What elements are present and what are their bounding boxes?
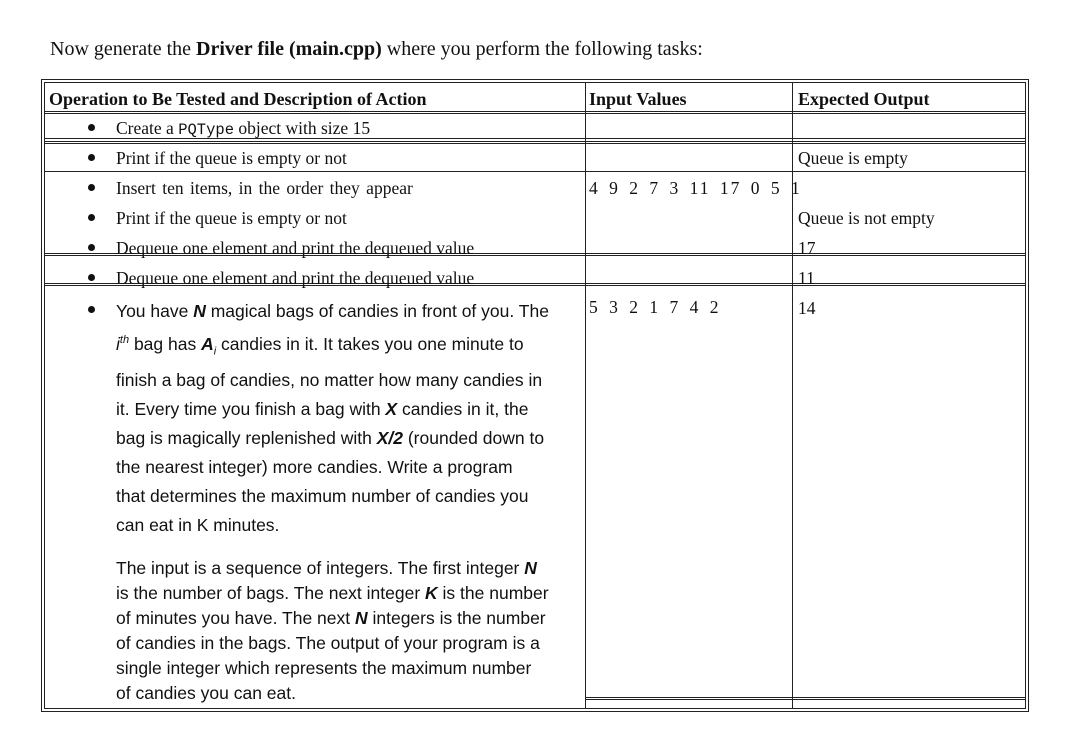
expected-output: Queue is not empty [798, 208, 935, 228]
problem-description [116, 297, 549, 540]
bullet-icon [88, 244, 95, 251]
text: (rounded down to [402, 428, 545, 449]
header-input-values: Input Values [589, 89, 687, 109]
text: is the number of bags. The next integer [116, 583, 426, 603]
superscript-th: th [119, 334, 130, 346]
bullet-icon [88, 306, 95, 313]
operation-create [116, 118, 370, 139]
code-pqtype: PQType [178, 121, 234, 139]
test-table [44, 82, 1026, 709]
operation-text: Print if the queue is empty or not [116, 148, 347, 168]
intro-bold: Driver file (main.cpp) [196, 38, 382, 60]
problem-line: that determines the maximum number of candies you [116, 486, 529, 507]
var-x-half: X/2 [376, 428, 403, 449]
text: is the number [437, 583, 549, 603]
text: bag is magically replenished with [116, 428, 377, 449]
subscript-i: i [213, 345, 217, 358]
bullet-icon [88, 214, 95, 221]
text: magical bags of candies in front of you. The [205, 301, 549, 321]
text: integers is the number [367, 608, 546, 628]
problem-line: finish a bag of candies, no matter how many candies in [116, 370, 543, 391]
text: of minutes you have. The next [116, 608, 355, 628]
column-divider [792, 83, 793, 708]
intro-prefix: Now generate the [50, 38, 197, 60]
problem-line: of candies you can eat. [116, 683, 296, 703]
var-x: X [385, 399, 398, 420]
intro-suffix: where you perform the following tasks: [381, 38, 703, 60]
operation-text: Insert ten items, in the order they appear [116, 178, 413, 198]
var-n: N [354, 608, 368, 628]
header-expected-output: Expected Output [798, 89, 930, 109]
row-separator [45, 141, 1025, 144]
operation-text: Dequeue one element and print the dequeued value [116, 238, 475, 258]
bullet-icon [88, 274, 95, 281]
text: You have [116, 301, 194, 321]
intro-text [50, 38, 703, 61]
text: candies in it, the [397, 399, 529, 420]
expected-output: 14 [798, 298, 816, 318]
operation-text: Dequeue one element and print the dequeued value [116, 268, 475, 288]
text: it. Every time you finish a bag with [116, 399, 386, 420]
input-values: 5 3 2 1 7 4 2 [589, 297, 721, 317]
problem-line [116, 297, 549, 326]
text: The input is a sequence of integers. The first integer [116, 558, 525, 578]
bullet-icon [88, 124, 95, 131]
op-text: object with size 15 [234, 118, 371, 138]
text: candies in it. It takes you one minute to [216, 333, 524, 354]
header-separator [45, 111, 1025, 114]
input-values: 4 9 2 7 3 11 17 0 5 1 [589, 178, 802, 198]
bullet-icon [88, 154, 95, 161]
problem-line [116, 395, 549, 424]
var-i: i [116, 333, 120, 354]
problem-input-description [116, 556, 549, 706]
operation-text: Print if the queue is empty or not [116, 208, 347, 228]
problem-line [116, 424, 549, 453]
bullet-icon [88, 184, 95, 191]
problem-line [116, 606, 549, 631]
header-operation: Operation to Be Tested and Description of Action [49, 89, 427, 109]
problem-line: single integer which represents the maximum number [116, 658, 532, 678]
var-a: A [201, 333, 214, 354]
expected-output: 17 [798, 238, 816, 258]
row-separator [585, 697, 1025, 700]
problem-line: can eat in K minutes. [116, 515, 280, 536]
expected-output: 11 [798, 268, 815, 288]
row-separator [45, 171, 1025, 172]
var-n: N [524, 558, 537, 578]
op-text: Create a [116, 118, 179, 138]
var-n: N [193, 301, 206, 321]
column-divider [585, 83, 586, 708]
text: bag has [129, 333, 202, 354]
problem-line [116, 556, 549, 581]
problem-line: the nearest integer) more candies. Write a program [116, 457, 513, 478]
var-k: K [425, 583, 438, 603]
expected-output: Queue is empty [798, 148, 908, 168]
problem-line [116, 326, 549, 366]
problem-line: of candies in the bags. The output of your program is a [116, 633, 540, 653]
problem-line [116, 581, 549, 606]
